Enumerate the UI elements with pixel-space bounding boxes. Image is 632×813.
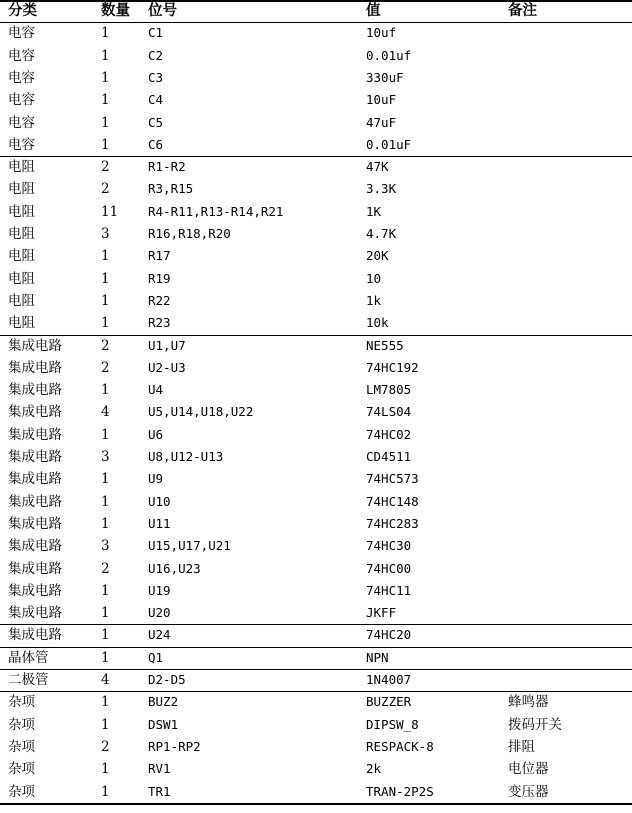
value-cell: 4.7K bbox=[366, 226, 397, 241]
value-cell: 10 bbox=[366, 270, 382, 286]
value-cell: LM7805 bbox=[366, 382, 412, 398]
quantity-cell: 1 bbox=[101, 605, 110, 622]
category-cell: 杂项 bbox=[8, 716, 35, 733]
quantity-cell: 4 bbox=[101, 404, 110, 421]
designator-cell: R1-R2 bbox=[148, 159, 186, 175]
quantity-cell: 1 bbox=[101, 471, 110, 488]
table-row bbox=[0, 758, 632, 780]
remark-cell: 电位器 bbox=[508, 761, 549, 778]
table-header-row bbox=[0, 0, 632, 22]
table-row bbox=[0, 245, 632, 267]
category-cell: 集成电路 bbox=[8, 493, 62, 510]
designator-cell: C4 bbox=[148, 92, 164, 108]
category-cell: 集成电路 bbox=[8, 359, 62, 376]
designator-cell: U10 bbox=[148, 493, 171, 509]
quantity-cell: 1 bbox=[101, 716, 110, 733]
designator-cell: U1,U7 bbox=[148, 337, 186, 353]
category-cell: 电容 bbox=[8, 136, 35, 153]
value-cell: 10uf bbox=[366, 25, 397, 41]
value-cell: 74HC192 bbox=[366, 359, 419, 375]
table-row bbox=[0, 491, 632, 513]
quantity-cell: 2 bbox=[101, 181, 110, 198]
quantity-cell: 2 bbox=[101, 359, 110, 376]
table-row bbox=[0, 223, 632, 245]
category-cell: 集成电路 bbox=[8, 538, 62, 555]
table-row bbox=[0, 357, 632, 379]
quantity-cell: 1 bbox=[101, 114, 110, 131]
value-cell: 74HC20 bbox=[366, 627, 412, 643]
value-cell: 74LS04 bbox=[366, 404, 412, 420]
category-cell: 电阻 bbox=[8, 292, 35, 309]
quantity-cell: 1 bbox=[101, 582, 110, 599]
table-row bbox=[0, 691, 632, 713]
designator-cell: R19 bbox=[148, 270, 171, 286]
quantity-cell: 1 bbox=[101, 694, 110, 711]
designator-cell: C5 bbox=[148, 114, 164, 130]
value-cell: 74HC30 bbox=[366, 538, 412, 554]
category-cell: 电阻 bbox=[8, 203, 35, 220]
quantity-cell: 2 bbox=[101, 337, 110, 354]
value-cell: 1K bbox=[366, 203, 382, 219]
category-cell: 电容 bbox=[8, 25, 35, 42]
quantity-cell: 1 bbox=[101, 315, 110, 332]
value-cell: 74HC02 bbox=[366, 426, 412, 442]
value-cell: 3.3K bbox=[366, 181, 397, 197]
value-cell: 1N4007 bbox=[366, 672, 412, 687]
table-row bbox=[0, 290, 632, 312]
designator-cell: DSW1 bbox=[148, 716, 179, 732]
quantity-cell: 1 bbox=[101, 69, 110, 86]
value-cell: 47K bbox=[366, 159, 389, 175]
quantity-cell: 11 bbox=[101, 203, 119, 220]
category-cell: 集成电路 bbox=[8, 426, 62, 443]
category-cell: 电容 bbox=[8, 47, 35, 64]
table-row bbox=[0, 178, 632, 200]
category-cell: 集成电路 bbox=[8, 471, 62, 488]
category-cell: 集成电路 bbox=[8, 582, 62, 599]
quantity-cell: 1 bbox=[101, 292, 110, 309]
value-cell: TRAN-2P2S bbox=[366, 783, 434, 799]
table-row bbox=[0, 379, 632, 401]
category-cell: 电容 bbox=[8, 114, 35, 131]
table-row bbox=[0, 312, 632, 334]
value-cell: RESPACK-8 bbox=[366, 738, 434, 754]
value-cell: NE555 bbox=[366, 337, 404, 353]
quantity-cell: 1 bbox=[101, 270, 110, 287]
category-cell: 集成电路 bbox=[8, 627, 62, 644]
designator-cell: C2 bbox=[148, 47, 164, 63]
quantity-cell: 1 bbox=[101, 248, 110, 265]
value-cell: 1k bbox=[366, 292, 382, 308]
table-row bbox=[0, 535, 632, 557]
table-row bbox=[0, 22, 632, 44]
value-cell: 2k bbox=[366, 761, 382, 777]
remark-cell: 蜂鸣器 bbox=[508, 694, 549, 711]
category-cell: 集成电路 bbox=[8, 560, 62, 577]
designator-cell: U20 bbox=[148, 605, 171, 621]
table-row bbox=[0, 781, 632, 803]
table-row bbox=[0, 112, 632, 134]
designator-cell: BUZ2 bbox=[148, 694, 179, 710]
value-cell: 74HC148 bbox=[366, 493, 419, 509]
designator-cell: C1 bbox=[148, 25, 164, 41]
category-cell: 晶体管 bbox=[8, 649, 49, 666]
value-cell: 0.01uF bbox=[366, 136, 412, 152]
category-cell: 电阻 bbox=[8, 315, 35, 332]
quantity-cell: 1 bbox=[101, 136, 110, 153]
quantity-cell: 1 bbox=[101, 47, 110, 64]
quantity-cell: 4 bbox=[101, 672, 110, 688]
quantity-cell: 2 bbox=[101, 159, 110, 176]
designator-cell: U9 bbox=[148, 471, 164, 487]
category-cell: 集成电路 bbox=[8, 382, 62, 399]
table-row bbox=[0, 558, 632, 580]
value-cell: CD4511 bbox=[366, 449, 412, 464]
quantity-cell: 3 bbox=[101, 226, 110, 242]
value-cell: 74HC573 bbox=[366, 471, 419, 487]
designator-cell: U5,U14,U18,U22 bbox=[148, 404, 254, 420]
header-quantity: 数量 bbox=[101, 2, 130, 19]
category-cell: 集成电路 bbox=[8, 605, 62, 622]
header-value: 值 bbox=[366, 2, 381, 19]
value-cell: NPN bbox=[366, 649, 389, 665]
quantity-cell: 3 bbox=[101, 538, 110, 555]
designator-cell: R17 bbox=[148, 248, 171, 264]
category-cell: 集成电路 bbox=[8, 515, 62, 532]
category-cell: 杂项 bbox=[8, 738, 35, 755]
value-cell: 20K bbox=[366, 248, 389, 264]
table-row bbox=[0, 580, 632, 602]
designator-cell: U16,U23 bbox=[148, 560, 201, 576]
table-row bbox=[0, 736, 632, 758]
designator-cell: R4-R11,R13-R14,R21 bbox=[148, 203, 284, 219]
quantity-cell: 2 bbox=[101, 738, 110, 755]
category-cell: 电容 bbox=[8, 69, 35, 86]
quantity-cell: 1 bbox=[101, 515, 110, 532]
designator-cell: U11 bbox=[148, 515, 171, 531]
header-designator: 位号 bbox=[148, 2, 177, 19]
quantity-cell: 1 bbox=[101, 25, 110, 42]
designator-cell: C3 bbox=[148, 69, 164, 85]
value-cell: JKFF bbox=[366, 605, 397, 621]
value-cell: DIPSW_8 bbox=[366, 716, 419, 732]
table-row bbox=[0, 156, 632, 178]
designator-cell: R22 bbox=[148, 292, 171, 308]
table-row bbox=[0, 401, 632, 423]
header-remark: 备注 bbox=[508, 2, 537, 19]
table-row bbox=[0, 446, 632, 468]
designator-cell: RV1 bbox=[148, 761, 171, 777]
table-row bbox=[0, 714, 632, 736]
table-row bbox=[0, 513, 632, 535]
designator-cell: U4 bbox=[148, 382, 164, 398]
value-cell: 74HC11 bbox=[366, 582, 412, 598]
category-cell: 杂项 bbox=[8, 694, 35, 711]
table-row bbox=[0, 45, 632, 67]
quantity-cell: 1 bbox=[101, 761, 110, 778]
table-row bbox=[0, 335, 632, 357]
designator-cell: R16,R18,R20 bbox=[148, 226, 231, 241]
quantity-cell: 1 bbox=[101, 627, 110, 644]
designator-cell: R23 bbox=[148, 315, 171, 331]
table-row bbox=[0, 201, 632, 223]
quantity-cell: 1 bbox=[101, 783, 110, 800]
table-row bbox=[0, 424, 632, 446]
value-cell: 74HC283 bbox=[366, 515, 419, 531]
quantity-cell: 1 bbox=[101, 92, 110, 109]
value-cell: 330uF bbox=[366, 69, 404, 85]
designator-cell: Q1 bbox=[148, 649, 164, 665]
table-row bbox=[0, 624, 632, 646]
quantity-cell: 1 bbox=[101, 493, 110, 510]
category-cell: 电阻 bbox=[8, 226, 35, 242]
table-row bbox=[0, 89, 632, 111]
designator-cell: U24 bbox=[148, 627, 171, 643]
table-row bbox=[0, 602, 632, 624]
table-row bbox=[0, 67, 632, 89]
category-cell: 电阻 bbox=[8, 270, 35, 287]
designator-cell: U8,U12-U13 bbox=[148, 449, 224, 464]
category-cell: 集成电路 bbox=[8, 449, 62, 465]
header-category: 分类 bbox=[8, 2, 37, 19]
table-row bbox=[0, 268, 632, 290]
category-cell: 电阻 bbox=[8, 248, 35, 265]
category-cell: 电阻 bbox=[8, 181, 35, 198]
table-row bbox=[0, 134, 632, 156]
remark-cell: 排阻 bbox=[508, 738, 535, 755]
value-cell: 47uF bbox=[366, 114, 397, 130]
category-cell: 集成电路 bbox=[8, 404, 62, 421]
value-cell: BUZZER bbox=[366, 694, 412, 710]
value-cell: 10uF bbox=[366, 92, 397, 108]
quantity-cell: 3 bbox=[101, 449, 110, 465]
table-row bbox=[0, 468, 632, 490]
table-row bbox=[0, 669, 632, 691]
value-cell: 74HC00 bbox=[366, 560, 412, 576]
designator-cell: U6 bbox=[148, 426, 164, 442]
designator-cell: R3,R15 bbox=[148, 181, 194, 197]
category-cell: 电阻 bbox=[8, 159, 35, 176]
designator-cell: U2-U3 bbox=[148, 359, 186, 375]
category-cell: 杂项 bbox=[8, 761, 35, 778]
category-cell: 集成电路 bbox=[8, 337, 62, 354]
designator-cell: U15,U17,U21 bbox=[148, 538, 231, 554]
table-divider bbox=[0, 0, 632, 2]
category-cell: 杂项 bbox=[8, 783, 35, 800]
designator-cell: RP1-RP2 bbox=[148, 738, 201, 754]
quantity-cell: 1 bbox=[101, 426, 110, 443]
designator-cell: C6 bbox=[148, 136, 164, 152]
remark-cell: 变压器 bbox=[508, 783, 549, 800]
quantity-cell: 2 bbox=[101, 560, 110, 577]
value-cell: 0.01uf bbox=[366, 47, 412, 63]
designator-cell: TR1 bbox=[148, 783, 171, 799]
designator-cell: U19 bbox=[148, 582, 171, 598]
quantity-cell: 1 bbox=[101, 382, 110, 399]
table-row bbox=[0, 647, 632, 669]
remark-cell: 拨码开关 bbox=[508, 716, 562, 733]
category-cell: 二极管 bbox=[8, 672, 49, 688]
quantity-cell: 1 bbox=[101, 649, 110, 666]
table-divider bbox=[0, 803, 632, 805]
value-cell: 10k bbox=[366, 315, 389, 331]
designator-cell: D2-D5 bbox=[148, 672, 186, 687]
category-cell: 电容 bbox=[8, 92, 35, 109]
